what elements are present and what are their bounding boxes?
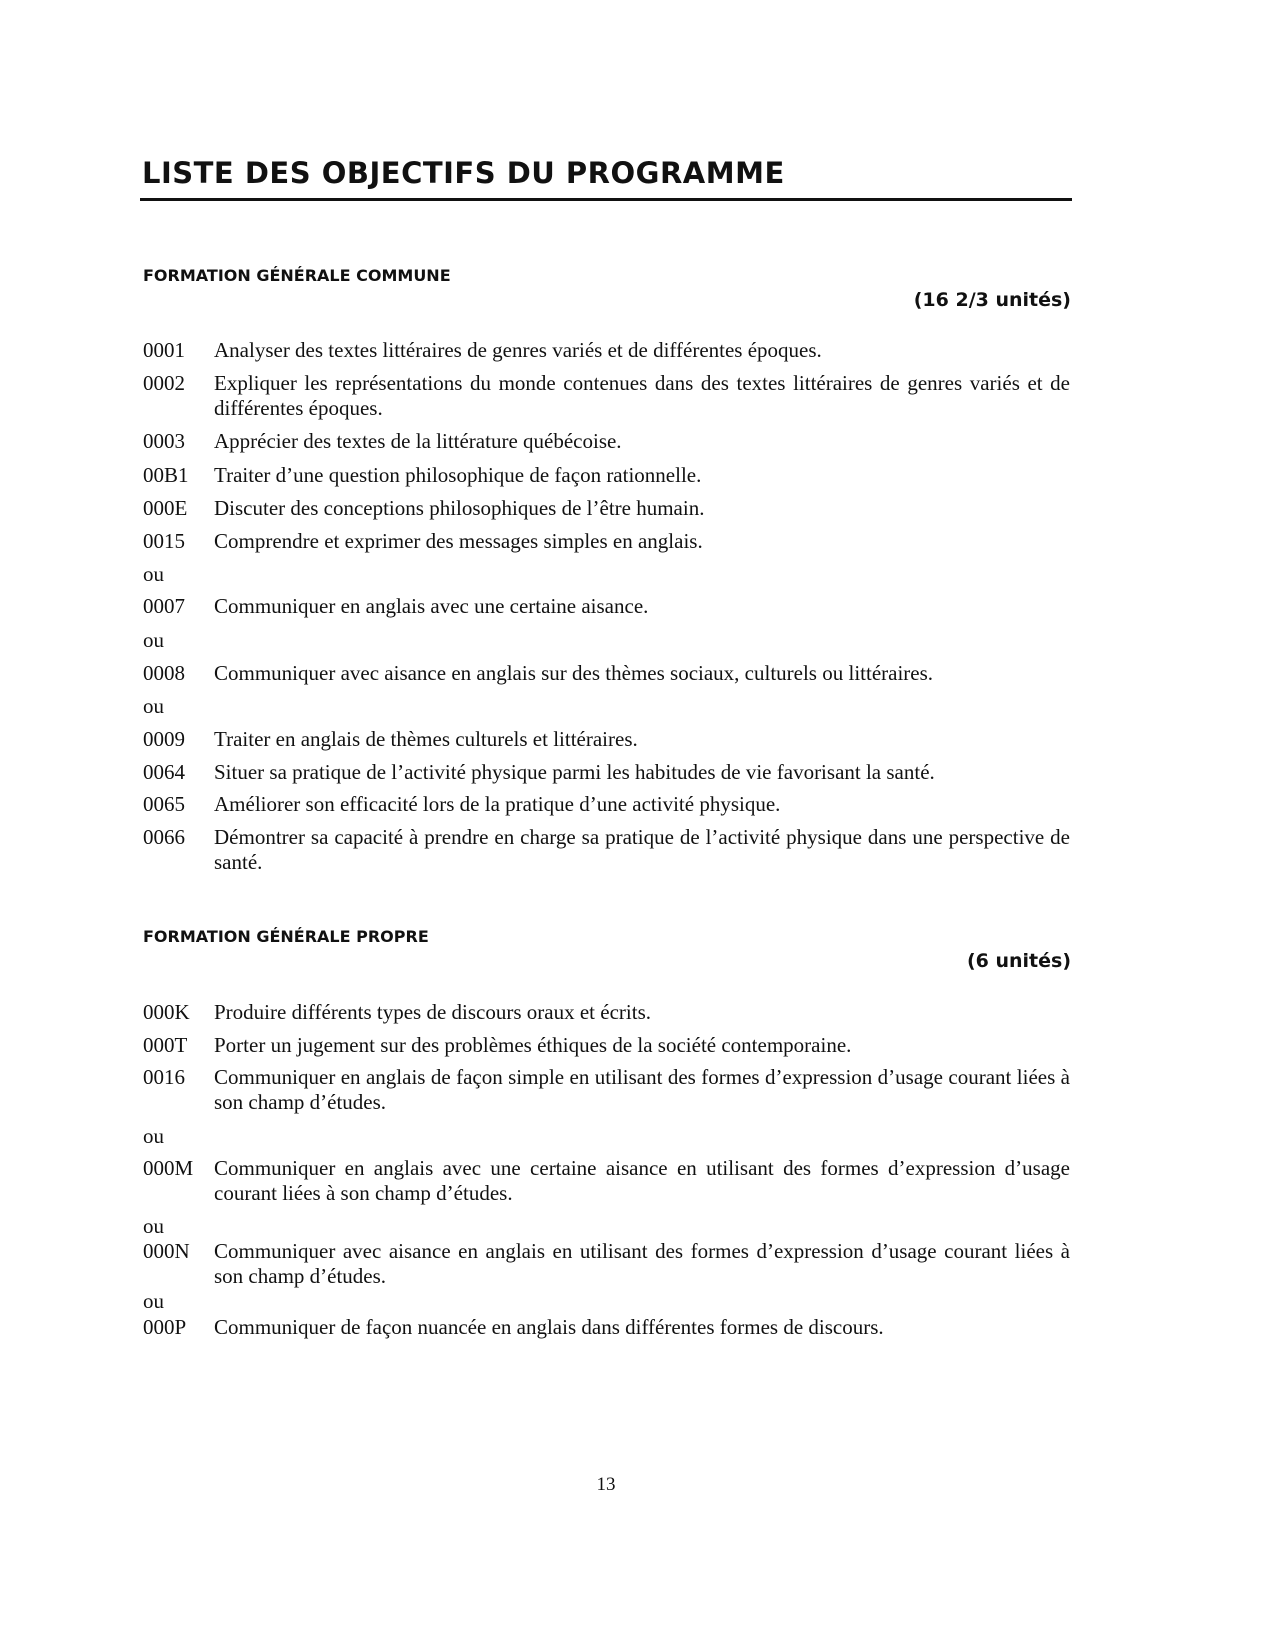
objective-code: 0064 bbox=[143, 760, 185, 784]
objective-item bbox=[143, 529, 1070, 554]
objective-item bbox=[143, 1239, 1070, 1289]
objective-code: 0016 bbox=[143, 1065, 185, 1089]
objective-item bbox=[143, 496, 1070, 521]
objective-item bbox=[143, 594, 1070, 619]
page-number: 13 bbox=[596, 1474, 616, 1495]
objective-text: Améliorer son efficacité lors de la pratique d’une activité physique. bbox=[214, 792, 781, 816]
objective-item bbox=[143, 463, 1070, 488]
or-connector: ou bbox=[143, 1214, 164, 1238]
objective-text: Communiquer de façon nuancée en anglais dans différentes formes de discours. bbox=[214, 1315, 884, 1339]
objective-code: 00B1 bbox=[143, 463, 189, 487]
objective-text: Comprendre et exprimer des messages simples en anglais. bbox=[214, 529, 703, 553]
section-units: (6 unités) bbox=[966, 950, 1071, 972]
objective-item bbox=[143, 429, 1070, 454]
objective-text: Analyser des textes littéraires de genres variés et de différentes époques. bbox=[214, 338, 822, 362]
objective-item bbox=[143, 1000, 1070, 1025]
objective-code: 0065 bbox=[143, 792, 185, 816]
title-divider bbox=[140, 198, 1072, 201]
objective-item bbox=[143, 1156, 1070, 1206]
objective-text: Démontrer sa capacité à prendre en charge sa pratique de l’activité physique dans une perspective de santé. bbox=[214, 825, 1070, 874]
objective-item bbox=[143, 825, 1070, 875]
objective-text: Communiquer avec aisance en anglais sur des thèmes sociaux, culturels ou littéraires. bbox=[214, 661, 934, 685]
objective-item bbox=[143, 1033, 1070, 1058]
section-units: (16 2/3 unités) bbox=[913, 289, 1071, 311]
objective-item bbox=[143, 371, 1070, 421]
objective-code: 000T bbox=[143, 1033, 188, 1057]
objective-code: 0009 bbox=[143, 727, 185, 751]
objective-text: Porter un jugement sur des problèmes éthiques de la société contemporaine. bbox=[214, 1033, 852, 1057]
objective-code: 000K bbox=[143, 1000, 190, 1024]
objective-text: Produire différents types de discours oraux et écrits. bbox=[214, 1000, 651, 1024]
objective-item bbox=[143, 792, 1070, 817]
objective-text: Communiquer en anglais avec une certaine aisance. bbox=[214, 594, 649, 618]
objective-text: Communiquer avec aisance en anglais en utilisant des formes d’expression d’usage courant liées à son champ d’études. bbox=[214, 1239, 1070, 1288]
or-connector: ou bbox=[143, 562, 164, 586]
objective-text: Traiter d’une question philosophique de façon rationnelle. bbox=[214, 463, 702, 487]
objective-text: Traiter en anglais de thèmes culturels et littéraires. bbox=[214, 727, 638, 751]
objective-code: 0001 bbox=[143, 338, 185, 362]
objective-text: Expliquer les représentations du monde contenues dans des textes littéraires de genres variés et de différentes époques. bbox=[214, 371, 1070, 420]
objective-code: 000P bbox=[143, 1315, 187, 1339]
objective-text: Situer sa pratique de l’activité physique parmi les habitudes de vie favorisant la santé. bbox=[214, 760, 935, 784]
objective-code: 0015 bbox=[143, 529, 185, 553]
objective-item bbox=[143, 338, 1070, 363]
objective-code: 000E bbox=[143, 496, 188, 520]
page-title: LISTE DES OBJECTIFS DU PROGRAMME bbox=[142, 156, 785, 190]
objective-code: 0066 bbox=[143, 825, 185, 849]
objective-text: Discuter des conceptions philosophiques de l’être humain. bbox=[214, 496, 705, 520]
objective-code: 000M bbox=[143, 1156, 194, 1180]
objective-code: 000N bbox=[143, 1239, 190, 1263]
section-heading: FORMATION GÉNÉRALE COMMUNE bbox=[143, 266, 451, 285]
objective-code: 0008 bbox=[143, 661, 185, 685]
objective-code: 0002 bbox=[143, 371, 185, 395]
objective-text: Communiquer en anglais avec une certaine aisance en utilisant des formes d’expression d’usage courant liées à son champ d’études. bbox=[214, 1156, 1070, 1205]
objective-item bbox=[143, 1315, 1070, 1340]
objective-item bbox=[143, 1065, 1070, 1115]
section-heading: FORMATION GÉNÉRALE PROPRE bbox=[143, 927, 429, 946]
objective-code: 0007 bbox=[143, 594, 185, 618]
objective-item bbox=[143, 727, 1070, 752]
objective-text: Communiquer en anglais de façon simple en utilisant des formes d’expression d’usage courant liées à son champ d’études. bbox=[214, 1065, 1070, 1114]
or-connector: ou bbox=[143, 694, 164, 718]
objective-item bbox=[143, 661, 1070, 686]
or-connector: ou bbox=[143, 628, 164, 652]
or-connector: ou bbox=[143, 1289, 164, 1313]
objective-text: Apprécier des textes de la littérature québécoise. bbox=[214, 429, 622, 453]
objective-code: 0003 bbox=[143, 429, 185, 453]
or-connector: ou bbox=[143, 1124, 164, 1148]
objective-item bbox=[143, 760, 1070, 785]
